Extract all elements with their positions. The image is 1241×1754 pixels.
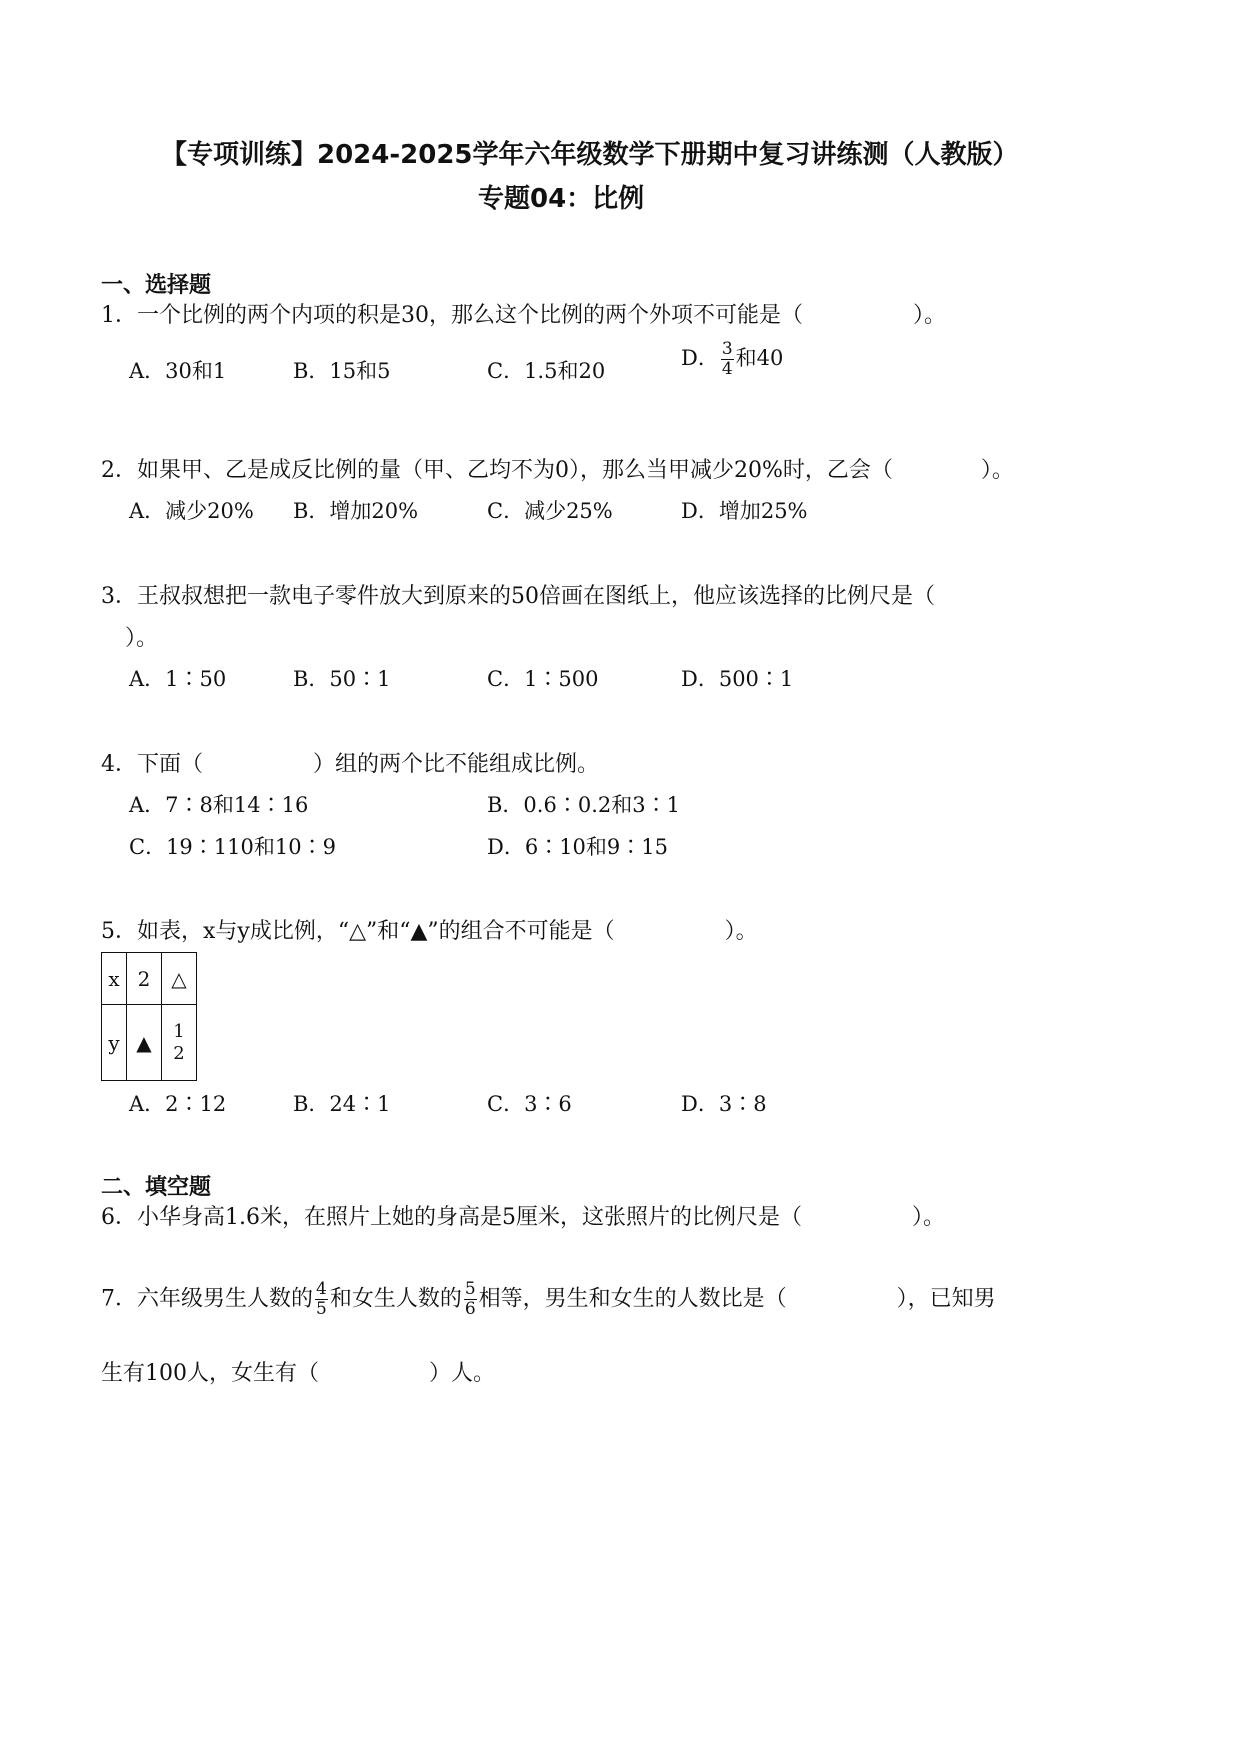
fraction-three-quarters [721, 340, 734, 379]
question-1-option-b: B．15和5 [293, 359, 391, 383]
question-7-part3: 相等，男生和女生的人数比是（ ），已知男 [478, 1286, 996, 1312]
fraction-five-sixths [464, 1280, 477, 1319]
question-1-option-d-prefix: D． [681, 346, 719, 370]
page-title: 【专项训练】2024-2025学年六年级数学下册期中复习讲练测（人教版） [161, 140, 1019, 170]
question-4-option-d: D．6∶10和9∶15 [487, 835, 669, 859]
table-cell-y-fraction [162, 1005, 197, 1081]
question-7-part1: 7．六年级男生人数的 [101, 1286, 313, 1312]
question-1-stem: 1．一个比例的两个内项的积是30，那么这个比例的两个外项不可能是（ ）。 [101, 303, 946, 328]
table-cell-x-label: x [102, 953, 127, 1005]
question-2-option-c: C．减少25% [487, 499, 613, 523]
question-2-option-d: D．增加25% [681, 499, 808, 523]
question-5-option-a: A．2∶12 [129, 1092, 227, 1116]
question-3-stem-line1: 3．王叔叔想把一款电子零件放大到原来的50倍画在图纸上，他应该选择的比例尺是（ [101, 584, 935, 609]
question-2-option-b: B．增加20% [293, 499, 419, 523]
fraction-denominator: 2 [173, 1042, 185, 1064]
question-7-line2: 生有100人，女生有（ ）人。 [101, 1361, 495, 1386]
section-heading-fill-in: 二、填空题 [101, 1175, 212, 1200]
table-cell-x-value: 2 [127, 953, 162, 1005]
question-2-option-a: A．减少20% [129, 499, 254, 523]
fraction-denominator: 4 [721, 359, 733, 379]
fraction-one-half [172, 1021, 185, 1065]
question-4-option-b: B．0.6∶0.2和3∶1 [487, 793, 680, 817]
question-1-option-d [681, 340, 783, 379]
fraction-numerator: 1 [173, 1020, 185, 1042]
fraction-denominator: 6 [464, 1299, 476, 1319]
fraction-numerator: 5 [464, 1279, 476, 1299]
page-subtitle: 专题04：比例 [478, 184, 645, 214]
fraction-numerator: 3 [721, 339, 733, 359]
fraction-denominator: 5 [316, 1299, 327, 1319]
question-4-option-c: C．19∶110和10∶9 [129, 835, 336, 859]
question-5-option-c: C．3∶6 [487, 1092, 572, 1116]
question-3-option-d: D．500∶1 [681, 667, 794, 691]
table-cell-triangle-filled: ▲ [127, 1005, 162, 1081]
section-heading-choice: 一、选择题 [101, 273, 212, 298]
question-3-stem-line2: ）。 [125, 626, 159, 651]
question-5-stem: 5．如表，x与y成比例，“△”和“▲”的组合不可能是（ ）。 [101, 919, 758, 944]
table-cell-y-label: y [102, 1005, 127, 1081]
table-cell-triangle-outline: △ [162, 953, 197, 1005]
question-5-table [101, 952, 197, 1081]
question-4-stem: 4．下面（ ）组的两个比不能组成比例。 [101, 752, 599, 777]
fraction-four-fifths [315, 1280, 328, 1319]
question-3-option-c: C．1∶500 [487, 667, 599, 691]
question-5-option-b: B．24∶1 [293, 1092, 391, 1116]
question-2-stem: 2．如果甲、乙是成反比例的量（甲、乙均不为0），那么当甲减少20%时，乙会（ ）。 [101, 458, 1014, 483]
question-1-option-a: A．30和1 [129, 359, 227, 383]
question-1-option-c: C．1.5和20 [487, 359, 606, 383]
question-7-line1 [101, 1280, 996, 1319]
question-5-option-d: D．3∶8 [681, 1092, 767, 1116]
question-1-option-d-suffix: 和40 [735, 346, 784, 370]
fraction-numerator: 4 [316, 1279, 327, 1299]
question-6-stem: 6．小华身高1.6米，在照片上她的身高是5厘米，这张照片的比例尺是（ ）。 [101, 1205, 945, 1230]
question-3-option-a: A．1∶50 [129, 667, 227, 691]
question-7-part2: 和女生人数的 [329, 1286, 462, 1312]
question-4-option-a: A．7∶8和14∶16 [129, 793, 309, 817]
question-3-option-b: B．50∶1 [293, 667, 391, 691]
